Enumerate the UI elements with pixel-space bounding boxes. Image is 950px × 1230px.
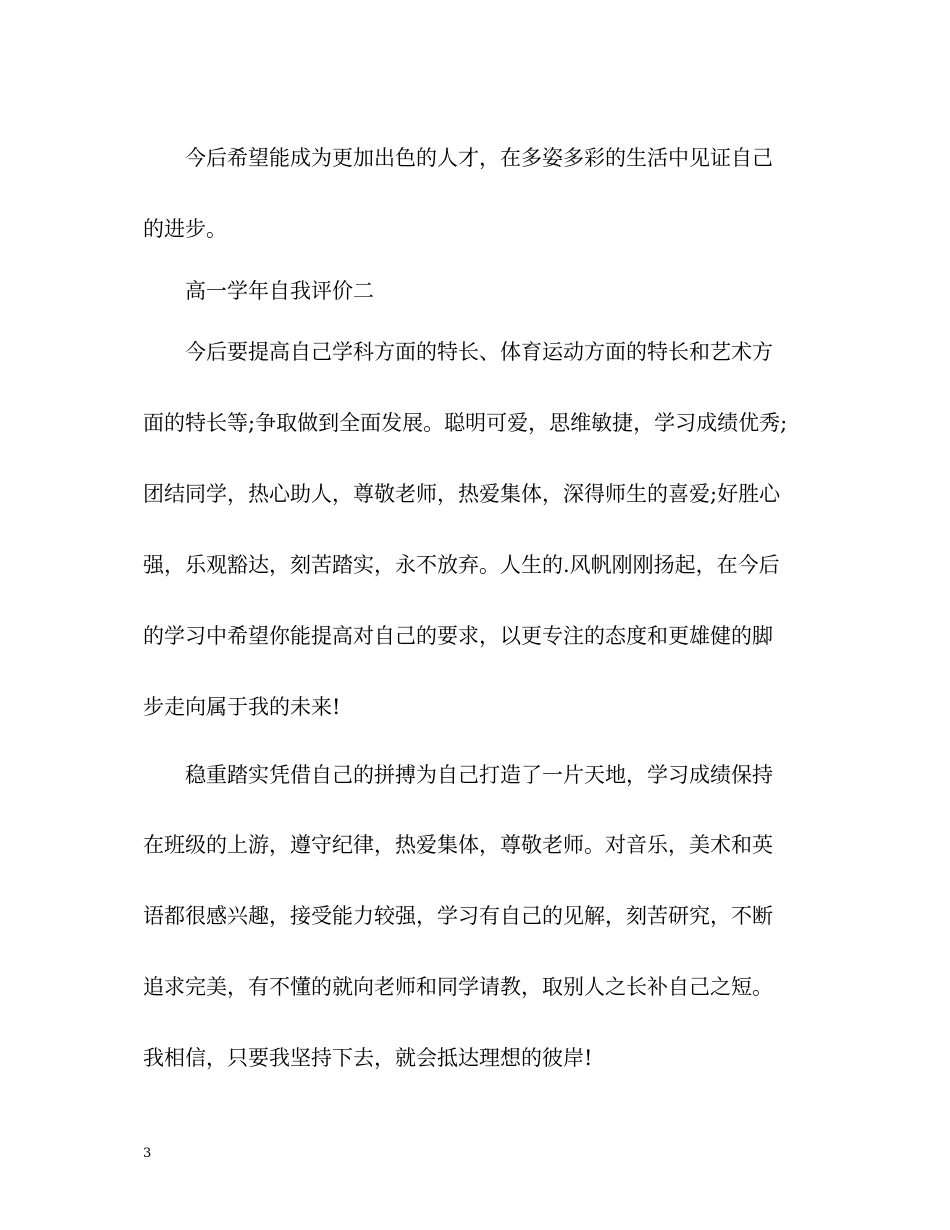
paragraph-3-line-3: 语都很感兴趣，接受能力较强，学习有自己的见解，刻苦研究，不断: [143, 904, 773, 928]
page-number: 3: [143, 1146, 152, 1161]
paragraph-3-line-2: 在班级的上游，遵守纪律，热爱集体，尊敬老师。对音乐，美术和英: [143, 833, 773, 857]
paragraph-2-line-6: 步走向属于我的未来!: [143, 695, 341, 719]
paragraph-2-line-2: 面的特长等;争取做到全面发展。聪明可爱，思维敏捷，学习成绩优秀;: [143, 411, 788, 435]
paragraph-2-line-5: 的学习中希望你能提高对自己的要求，以更专注的态度和更雄健的脚: [143, 624, 773, 648]
paragraph-3-line-1: 稳重踏实凭借自己的拼搏为自己打造了一片天地，学习成绩保持: [185, 763, 773, 787]
paragraph-1-line-1: 今后希望能成为更加出色的人才，在多姿多彩的生活中见证自己: [185, 146, 773, 170]
paragraph-3-line-4: 追求完美，有不懂的就向老师和同学请教，取别人之长补自己之短。: [143, 975, 773, 999]
section-heading: 高一学年自我评价二: [185, 279, 374, 303]
paragraph-2-line-4: 强，乐观豁达，刻苦踏实，永不放弃。人生的.风帆刚刚扬起，在今后: [143, 553, 780, 577]
paragraph-3-line-5: 我相信，只要我坚持下去，就会抵达理想的彼岸!: [143, 1046, 593, 1070]
paragraph-2-line-3: 团结同学，热心助人，尊敬老师，热爱集体，深得师生的喜爱;好胜心: [143, 482, 781, 506]
paragraph-1-line-2: 的进步。: [143, 217, 227, 241]
paragraph-2-line-1: 今后要提高自己学科方面的特长、体育运动方面的特长和艺术方: [185, 340, 773, 364]
